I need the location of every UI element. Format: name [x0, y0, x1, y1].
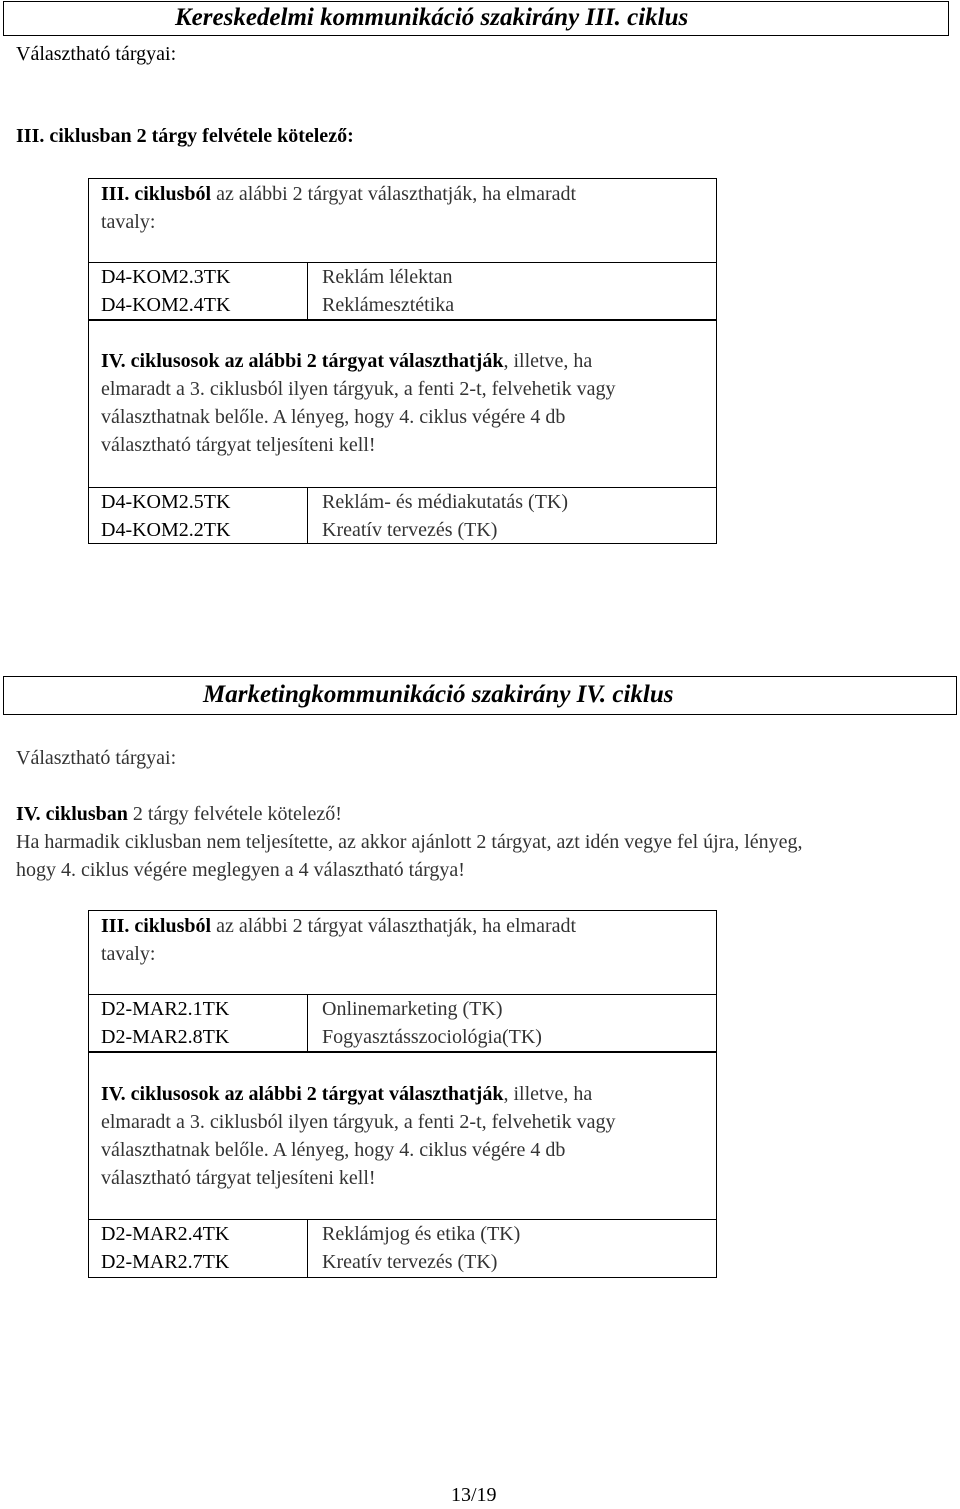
section1-b-row1-code: D4-KOM2.5TK	[101, 491, 231, 513]
section2-table-b-column-divider	[307, 1219, 308, 1278]
section1-a-intro	[101, 180, 576, 208]
section2-b-row1-code: D2-MAR2.4TK	[101, 1223, 230, 1245]
section1-b-intro-bold: IV. ciklusosok az alábbi 2 tárgyat választhatják	[101, 350, 504, 372]
section1-title: Kereskedelmi kommunikáció szakirány III. ciklus	[175, 4, 689, 31]
section1-b-row2-code: D4-KOM2.2TK	[101, 519, 231, 541]
section2-a-row2-name: Fogyasztásszociológia(TK)	[322, 1026, 542, 1048]
section2-required-rest: 2 tárgy felvétele kötelező!	[127, 803, 342, 825]
section1-b-intro	[101, 347, 592, 375]
section2-required-heading	[16, 800, 342, 828]
section1-b-intro-rest: , illetve, ha	[503, 350, 593, 372]
section2-a-intro-line2: tavaly:	[101, 943, 156, 965]
section2-b-row2-code: D2-MAR2.7TK	[101, 1251, 230, 1273]
section2-a-intro	[101, 912, 576, 940]
section2-b-intro-bold: IV. ciklusosok az alábbi 2 tárgyat választhatják	[101, 1083, 504, 1105]
section2-b-line2: elmaradt a 3. ciklusból ilyen tárgyuk, a fenti 2-t, felvehetik vagy	[101, 1111, 616, 1133]
section1-b-row1-name: Reklám- és médiakutatás (TK)	[322, 491, 569, 513]
section1-table-a-column-divider	[307, 262, 308, 321]
page-number: 13/19	[451, 1484, 497, 1506]
section1-a-intro-rest: az alábbi 2 tárgyat választhatják, ha elmaradt	[211, 183, 577, 205]
section2-b-line3: választhatnak belőle. A lényeg, hogy 4. ciklus végére 4 db	[101, 1139, 566, 1161]
section2-a-intro-rest: az alábbi 2 tárgyat választhatják, ha elmaradt	[211, 915, 577, 937]
section2-a-intro-bold: III. ciklusból	[101, 915, 212, 937]
section2-b-line4: választható tárgyat teljesíteni kell!	[101, 1167, 376, 1189]
section2-table-a-column-divider	[307, 994, 308, 1053]
section1-a-row2-name: Reklámesztétika	[322, 294, 455, 316]
section1-a-row1-code: D4-KOM2.3TK	[101, 266, 231, 288]
section1-valaszthato-label: Választható tárgyai:	[16, 43, 177, 65]
section2-b-intro	[101, 1080, 592, 1108]
section1-b-line2: elmaradt a 3. ciklusból ilyen tárgyuk, a fenti 2-t, felvehetik vagy	[101, 378, 616, 400]
section1-a-row2-code: D4-KOM2.4TK	[101, 294, 231, 316]
section1-b-row2-name: Kreatív tervezés (TK)	[322, 519, 498, 541]
section2-a-row1-code: D2-MAR2.1TK	[101, 998, 230, 1020]
section2-b-row1-name: Reklámjog és etika (TK)	[322, 1223, 521, 1245]
section2-a-row1-name: Onlinemarketing (TK)	[322, 998, 503, 1020]
section2-valaszthato-label: Választható tárgyai:	[16, 747, 177, 769]
section2-a-row2-code: D2-MAR2.8TK	[101, 1026, 230, 1048]
section1-a-row1-name: Reklám lélektan	[322, 266, 453, 288]
section2-b-intro-rest: , illetve, ha	[503, 1083, 593, 1105]
section1-b-line3: választhatnak belőle. A lényeg, hogy 4. ciklus végére 4 db	[101, 406, 566, 428]
section1-required-heading: III. ciklusban 2 tárgy felvétele kötelező:	[16, 125, 354, 147]
section1-a-intro-bold: III. ciklusból	[101, 183, 212, 205]
section2-title: Marketingkommunikáció szakirány IV. ciklus	[203, 681, 674, 708]
section1-a-intro-line2: tavaly:	[101, 211, 156, 233]
section2-note-line1: Ha harmadik ciklusban nem teljesítette, az akkor ajánlott 2 tárgyat, azt idén vegye fel újra, lényeg,	[16, 831, 803, 853]
section1-table-b-column-divider	[307, 487, 308, 544]
section2-title-box	[3, 676, 957, 715]
section1-title-box	[3, 1, 949, 36]
section2-required-bold: IV. ciklusban	[16, 803, 128, 825]
section2-note-line2: hogy 4. ciklus végére meglegyen a 4 választható tárgya!	[16, 859, 465, 881]
section1-b-line4: választható tárgyat teljesíteni kell!	[101, 434, 376, 456]
section2-b-row2-name: Kreatív tervezés (TK)	[322, 1251, 498, 1273]
